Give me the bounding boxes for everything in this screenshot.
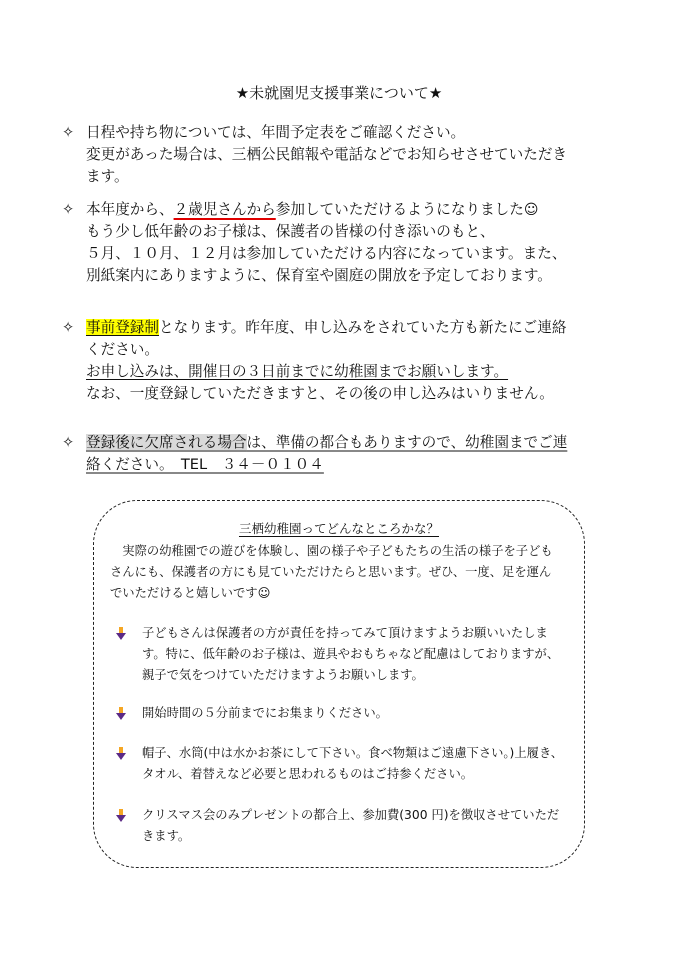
bullet-line: きます。 xyxy=(142,829,191,843)
item-line: 別紙案内にありますように、保育室や園庭の開放を予定しております。 xyxy=(86,267,552,284)
bullet-line: 帽子、水筒(中は水かお茶にして下さい。食べ物類はご遠慮下さい。)上履き、 xyxy=(142,746,564,760)
item-line: 日程や持ち物については、年間予定表をご確認ください。 xyxy=(86,124,466,141)
item-line: ください。 xyxy=(86,341,159,358)
smiley-icon: ☺ xyxy=(523,202,539,218)
intro-line: さんにも、保護者の方にも見ていただけたらと思います。ぜひ、一度、足を運ん xyxy=(110,565,552,579)
item-line xyxy=(86,317,632,339)
arrow-down-icon xyxy=(116,707,126,720)
item-line xyxy=(86,432,632,454)
item-text: となります。昨年度、申し込みをされていた方も新たにご連絡 xyxy=(158,319,567,336)
item-text: は、準備の都合もありますので、幼稚園までご連 xyxy=(246,434,568,451)
info-box xyxy=(93,500,585,868)
box-intro xyxy=(110,541,574,604)
item-line: ます。 xyxy=(86,168,129,185)
highlight-absence: 登録後に欠席される場合 xyxy=(86,434,247,451)
notice-item-registration xyxy=(62,317,632,405)
highlight-registration: 事前登録制 xyxy=(86,319,159,336)
sparkle-bullet-icon: ✧ xyxy=(62,201,75,218)
box-heading: 三栖幼稚園ってどんなところかな？ xyxy=(238,521,439,536)
bullet-line: 開始時間の５分前までにお集まりください。 xyxy=(142,706,388,720)
sparkle-bullet-icon: ✧ xyxy=(62,319,75,336)
item-line xyxy=(86,199,632,221)
age-emphasis: ２歳児さんから xyxy=(173,201,276,218)
bullet-line: す。特に、低年齢のお子様は、遊具やおもちゃなど配慮はしておりますが、 xyxy=(142,647,560,661)
box-bullet-supervision xyxy=(116,623,566,686)
bullet-line: タオル、着替えなど必要と思われるものはご持参ください。 xyxy=(142,767,474,781)
box-bullet-belongings xyxy=(116,743,566,785)
box-bullet-fee xyxy=(116,805,566,847)
item-text: 参加していただけるようになりました xyxy=(275,201,524,218)
item-line: 変更があった場合は、三栖公民館報や電話などでお知らせさせていただき xyxy=(86,146,568,163)
notice-item-age xyxy=(62,199,632,287)
intro-line: でいただけると嬉しいです☺ xyxy=(110,586,271,600)
arrow-down-icon xyxy=(116,627,126,640)
notice-item-schedule xyxy=(62,122,632,188)
arrow-down-icon xyxy=(116,747,126,760)
item-text: 本年度から、 xyxy=(86,201,174,218)
item-line: お申し込みは、開催日の３日前までに幼稚園までお願いします。 xyxy=(86,363,509,380)
intro-line: 実際の幼稚園での遊びを体験し、園の様子や子どもたちの生活の様子を子ども xyxy=(110,544,553,558)
bullet-line: クリスマス会のみプレゼントの都合上、参加費(300 円)を徴収させていただ xyxy=(142,808,560,822)
sparkle-bullet-icon: ✧ xyxy=(62,124,75,141)
item-line: なお、一度登録していただきますと、その後の申し込みはいりません。 xyxy=(86,385,554,402)
contact-tel: 絡ください。 TEL ３４－０１０４ xyxy=(86,456,324,473)
item-line: もう少し低年齢のお子様は、保護者の皆様の付き添いのもと、 xyxy=(86,223,495,240)
item-line: ５月、１０月、１２月は参加していただける内容になっています。また、 xyxy=(86,245,567,262)
sparkle-bullet-icon: ✧ xyxy=(62,434,75,451)
page-title: ★未就園児支援事業について★ xyxy=(235,84,443,102)
notice-item-absence xyxy=(62,432,632,476)
arrow-down-icon xyxy=(116,809,126,822)
bullet-line: 子どもさんは保護者の方が責任を持ってみて頂けますようお願いいたしま xyxy=(142,626,548,640)
bullet-line: 親子で気をつけていただけますようお願いします。 xyxy=(142,668,424,682)
box-bullet-arrival xyxy=(116,703,566,724)
